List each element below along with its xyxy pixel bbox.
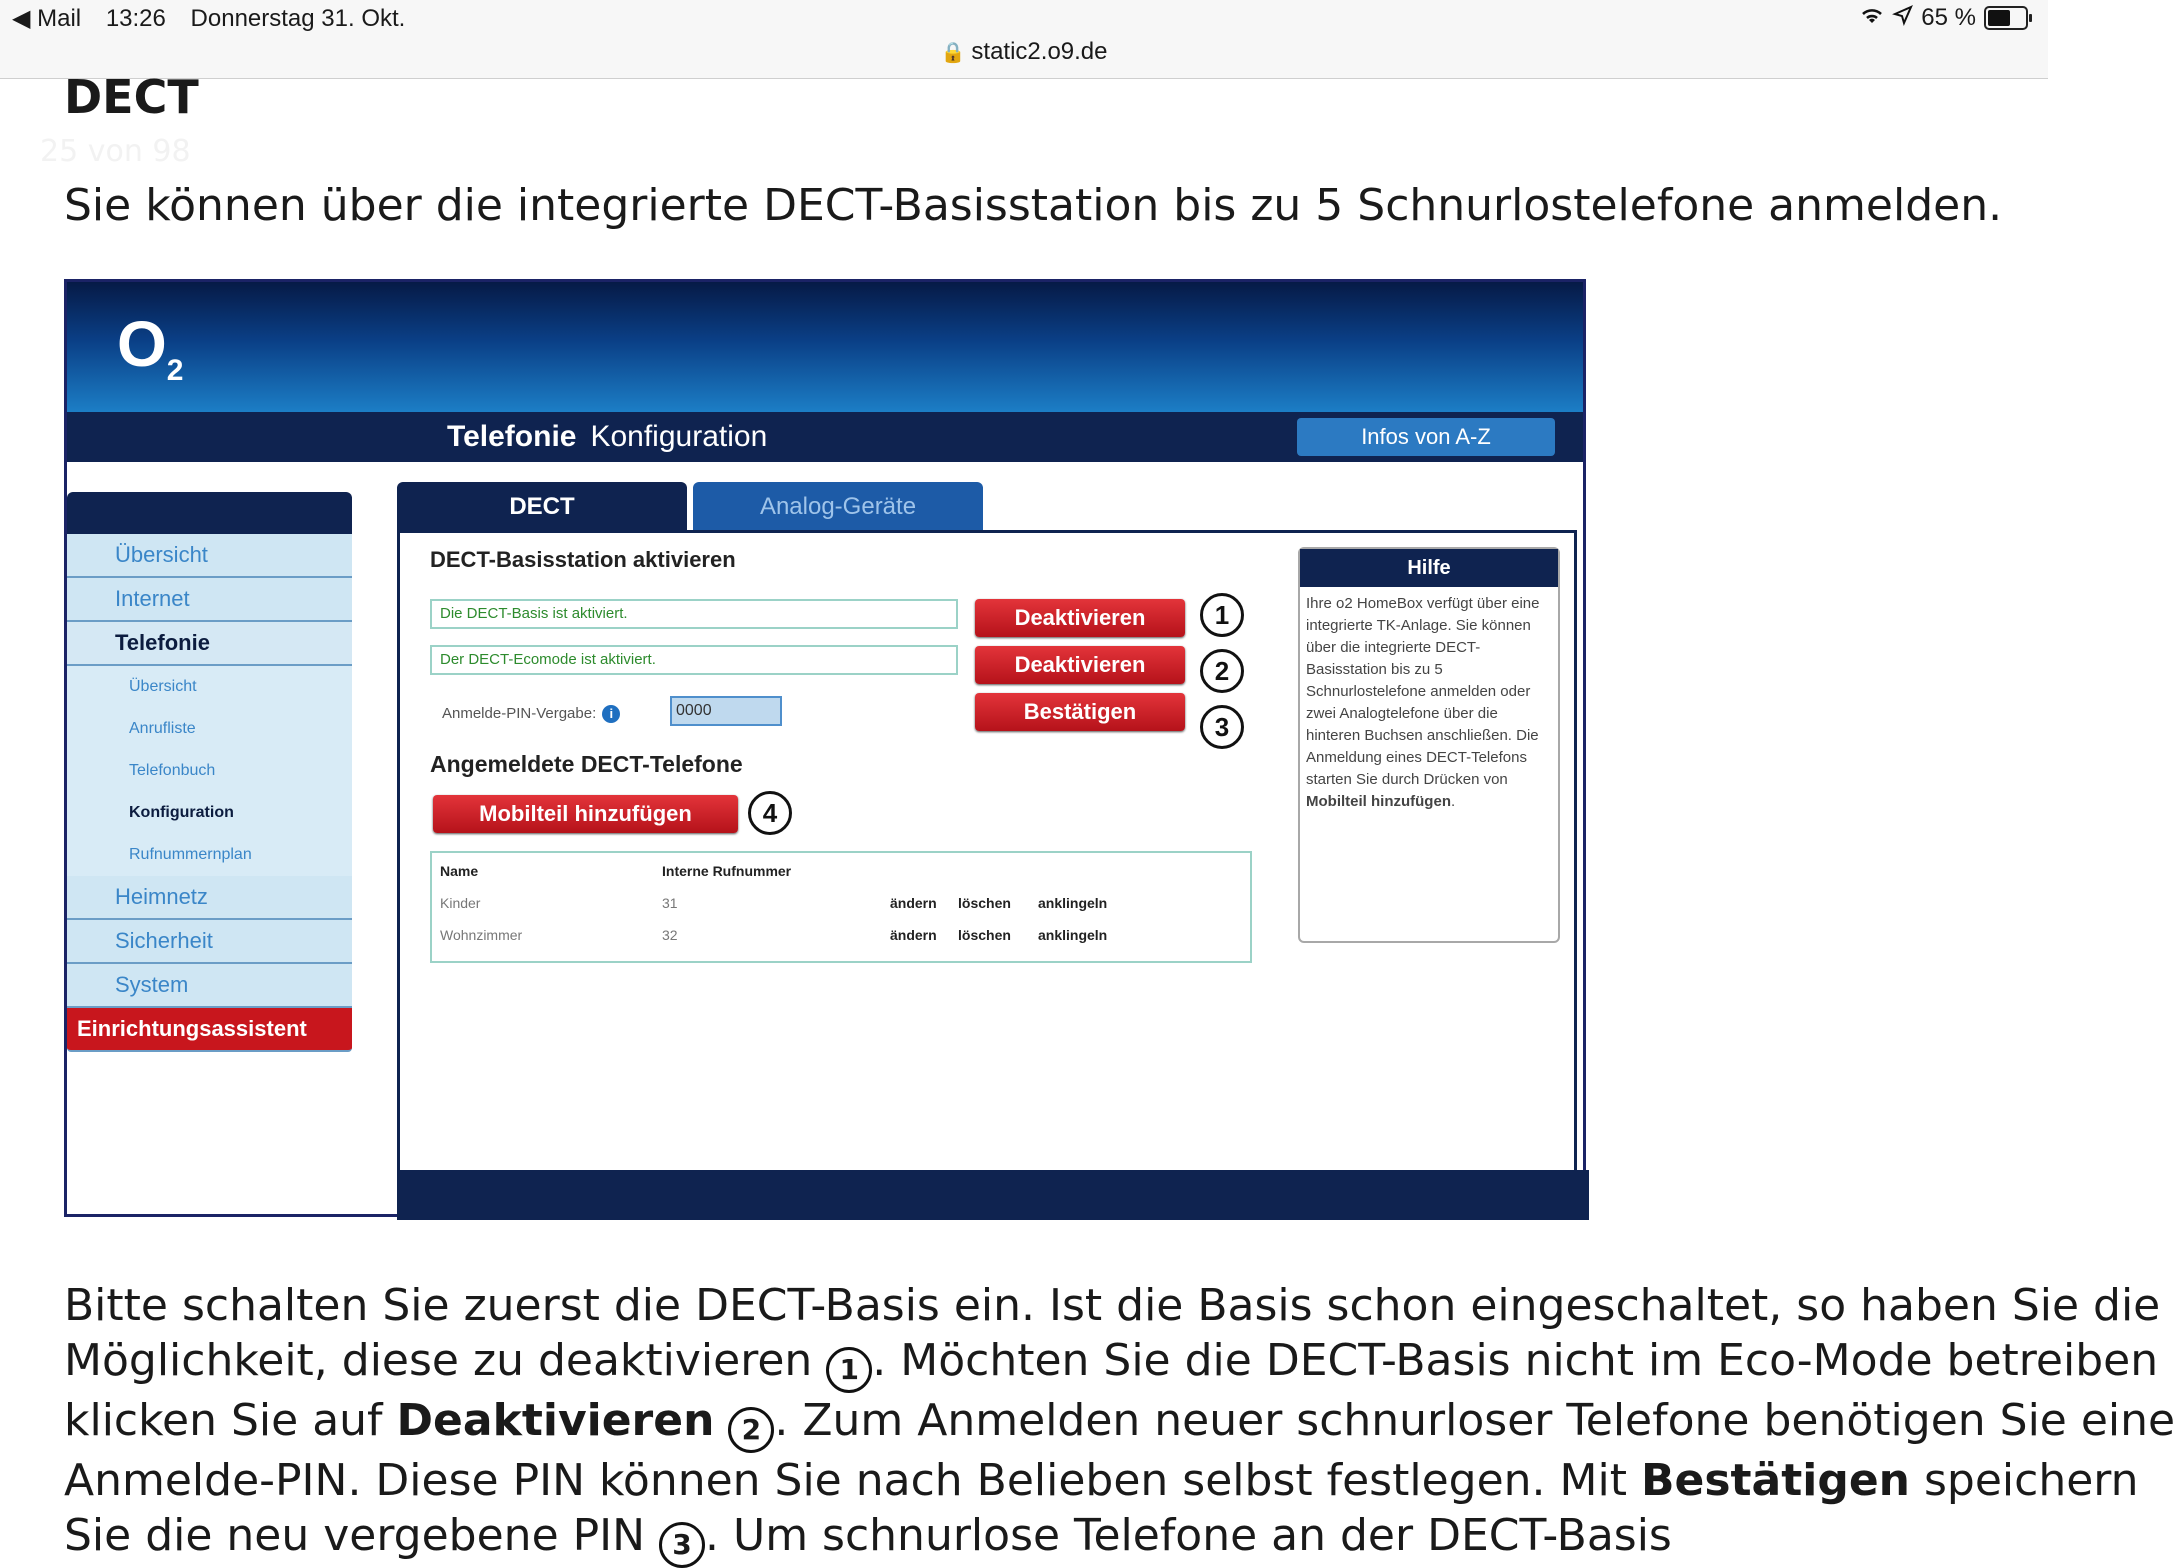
status-time: 13:26	[105, 5, 166, 32]
nav-subitem-uebersicht[interactable]: Übersicht	[67, 666, 352, 708]
pin-label: Anmelde-PIN-Vergabe: i	[442, 705, 620, 723]
col-header-number: Interne Rufnummer	[662, 863, 792, 879]
intro-text: Sie können über die integrierte DECT-Basisstation bis zu 5 Schnurlostelefone anmelden.	[64, 180, 2003, 231]
delete-link[interactable]: löschen	[958, 927, 1011, 943]
instructions-paragraph: Bitte schalten Sie zuerst die DECT-Basis ein. Ist die Basis schon eingeschaltet, so haben Sie die Möglichkeit, diese zu deaktivieren 1 . Möchten Sie die DECT-Basis nicht im Eco-Mode betreiben klicken Sie auf Deaktivieren 2 . Zum Anmelden neuer schnurloser Telefone benötigen Sie eine Anmelde-PIN. Diese PIN können Sie nach Belieben selbst festlegen. Mit Bestätigen speichern Sie die neu vergebene PIN 3 . Um schnurlose Telefone an der DECT-Basis	[64, 1278, 2164, 1568]
help-text: Ihre o2 HomeBox verfügt über eine integrierte TK-Anlage. Sie können über die integrierte DECT-Basisstation bis zu 5 Schnurlostelefone anmelden oder zwei Analogtelefone über die hinteren Buchsen anschließen. Die Anmeldung eines DECT-Telefons starten Sie durch Drücken von Mobilteil hinzufügen.	[1306, 595, 1540, 810]
nav-item-uebersicht[interactable]: Übersicht	[67, 534, 352, 578]
dect-panel	[397, 530, 1577, 1176]
help-box	[1298, 547, 1560, 943]
confirm-pin-button[interactable]: Bestätigen	[975, 693, 1185, 731]
address-bar[interactable]	[0, 38, 2048, 66]
table-row	[432, 895, 1250, 919]
back-to-mail-link[interactable]: ◀ Mail	[12, 5, 82, 32]
help-title: Hilfe	[1300, 549, 1558, 587]
battery-icon	[1984, 6, 2028, 30]
callout-1: 1	[1200, 593, 1244, 637]
activate-section-title: DECT-Basisstation aktivieren	[430, 547, 736, 572]
nav-item-sicherheit[interactable]: Sicherheit	[67, 920, 352, 964]
page-counter: 25 von 98	[40, 134, 191, 169]
status-right	[1859, 4, 2028, 32]
col-header-name: Name	[440, 863, 479, 879]
phones-table	[430, 851, 1252, 963]
location-icon	[1893, 4, 1913, 32]
info-icon[interactable]: i	[602, 705, 620, 723]
registered-phones-title: Angemeldete DECT-Telefone	[430, 751, 743, 777]
tab-dect[interactable]: DECT	[397, 482, 687, 532]
nav-subitem-anrufliste[interactable]: Anrufliste	[67, 708, 352, 750]
router-footer-bar	[397, 1170, 1589, 1220]
inline-callout-2: 2	[728, 1407, 774, 1453]
lock-icon: 🔒	[940, 42, 966, 64]
nav-item-einrichtungsassistent[interactable]: Einrichtungsassistent	[67, 1008, 352, 1052]
nav-subitem-rufnummernplan[interactable]: Rufnummernplan	[67, 834, 352, 876]
battery-percent: 65 %	[1921, 4, 1976, 31]
sidebar-header	[67, 492, 352, 534]
nav-item-system[interactable]: System	[67, 964, 352, 1008]
nav-item-heimnetz[interactable]: Heimnetz	[67, 876, 352, 920]
o2-banner	[67, 282, 1583, 412]
infos-a-z-button[interactable]: Infos von A-Z	[1297, 418, 1555, 456]
callout-3: 3	[1200, 705, 1244, 749]
phone-number: 31	[662, 895, 678, 911]
dect-status-field: Die DECT-Basis ist aktiviert.	[430, 599, 958, 629]
wifi-icon	[1859, 4, 1885, 32]
callout-2: 2	[1200, 649, 1244, 693]
section-subtitle: Konfiguration	[590, 420, 768, 453]
inline-callout-3: 3	[659, 1522, 705, 1568]
inline-callout-1: 1	[826, 1347, 872, 1393]
nav-subitem-telefonbuch[interactable]: Telefonbuch	[67, 750, 352, 792]
page-heading: DECT	[64, 70, 199, 124]
nav-item-telefonie[interactable]: Telefonie	[67, 622, 352, 666]
nav-item-internet[interactable]: Internet	[67, 578, 352, 622]
deactivate-ecomode-button[interactable]: Deaktivieren	[975, 646, 1185, 684]
add-handset-button[interactable]: Mobilteil hinzufügen	[433, 795, 738, 833]
table-header-row	[432, 863, 1250, 887]
delete-link[interactable]: löschen	[958, 895, 1011, 911]
phone-name: Wohnzimmer	[440, 927, 523, 943]
edit-link[interactable]: ändern	[890, 927, 937, 943]
ring-link[interactable]: anklingeln	[1038, 895, 1108, 911]
edit-link[interactable]: ändern	[890, 895, 937, 911]
status-bar	[0, 0, 2048, 79]
router-sidebar	[67, 482, 352, 1222]
tab-analog-geraete[interactable]: Analog-Geräte	[693, 482, 983, 532]
ecomode-status-field: Der DECT-Ecomode ist aktiviert.	[430, 645, 958, 675]
nav-subitem-konfiguration[interactable]: Konfiguration	[67, 792, 352, 834]
status-left	[12, 4, 423, 33]
router-screenshot	[64, 279, 1586, 1217]
o2-logo: $O_2$	[117, 308, 184, 387]
pin-input[interactable]: 0000	[670, 696, 782, 726]
url-text: static2.o9.de	[971, 38, 1108, 65]
status-date: Donnerstag 31. Okt.	[190, 5, 406, 32]
phone-number: 32	[662, 927, 678, 943]
section-title: Telefonie	[447, 420, 577, 453]
battery-level	[1988, 10, 2010, 26]
sidebar-nav	[67, 534, 352, 1052]
router-title-bar	[67, 412, 1583, 462]
router-page-title	[447, 420, 767, 454]
callout-4: 4	[748, 791, 792, 835]
deactivate-dect-button[interactable]: Deaktivieren	[975, 599, 1185, 637]
ring-link[interactable]: anklingeln	[1038, 927, 1108, 943]
phone-name: Kinder	[440, 895, 481, 911]
table-row	[432, 927, 1250, 951]
